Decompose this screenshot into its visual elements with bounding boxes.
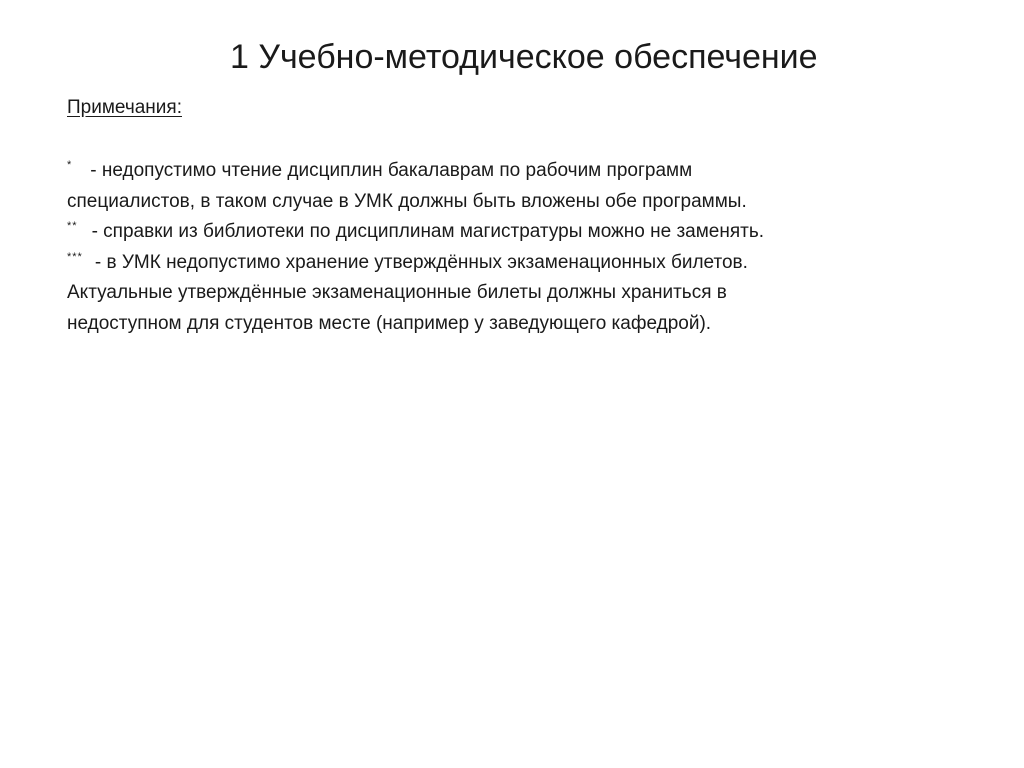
note-2-line-1 [67, 217, 967, 248]
note-3-text-1: - в УМК недопустимо хранение утверждённых экзаменационных билетов. [94, 251, 748, 273]
note-1-marker: * [67, 159, 73, 171]
note-1-text-2: специалистов, в таком случае в УМК должны быть вложены обе программы. [67, 190, 747, 212]
note-3-line-1 [67, 248, 967, 279]
note-1-text-1: - недопустимо чтение дисциплин бакалаврам по рабочим программ [90, 160, 693, 181]
slide-title: 1 Учебно-методическое обеспечение [230, 38, 818, 76]
note-3-text-3: недоступном для студентов месте (например у заведующего кафедрой). [67, 312, 712, 334]
note-1-line-2 [67, 187, 967, 218]
notes-heading: Примечания: [67, 97, 182, 118]
note-3-line-3 [67, 309, 967, 340]
note-3-marker: *** [67, 250, 83, 263]
note-2-text-1: - справки из библиотеки по дисциплинам магистратуры можно не заменять. [91, 221, 765, 242]
note-3-text-2: Актуальные утверждённые экзаменационные билеты должны храниться в [67, 282, 727, 303]
note-2-marker: ** [67, 220, 78, 232]
note-3-line-2 [67, 278, 967, 309]
note-1-line-1 [67, 156, 967, 187]
notes-body [67, 156, 967, 339]
